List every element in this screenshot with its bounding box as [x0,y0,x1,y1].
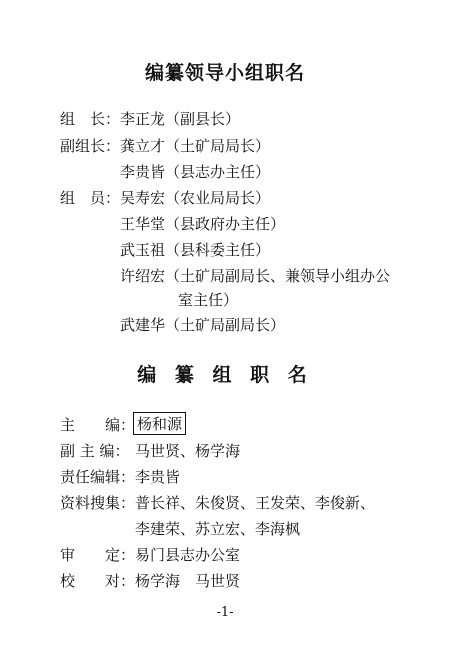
entry-value: 龚立才（土矿局局长） [120,137,271,155]
entry-value: 普长祥、朱俊贤、王发荣、李俊新、 [135,494,376,512]
entry-label: 组 长： [60,110,121,128]
entry-label: 副 主 编： [60,442,130,460]
entry-label: 主 编： [60,416,136,434]
entry-value: 李建荣、苏立宏、李海枫 [135,520,301,538]
entry-value: 武建华（土矿局副局长） [120,316,286,334]
entry-label: 资料搜集： [60,494,136,512]
entry-value: 李贵皆（县志办主任） [120,163,271,181]
entry-value: 杨学海 马世贤 [135,572,241,590]
entry-value: 许绍宏（土矿局副局长、兼领导小组办公 [120,267,391,285]
entry-label: 校 对： [60,572,136,590]
page-number: -1- [216,605,234,620]
editorial-group-title: 编 纂 组 职 名 [137,364,313,386]
entry-value: 武玉祖（县科委主任） [120,241,271,259]
entry-label: 责任编辑： [60,468,136,486]
entry-value-continuation: 室主任） [178,291,239,309]
entry-value: 易门县志办公室 [135,546,241,564]
entry-value: 吴寿宏（农业局局长） [120,189,271,207]
entry-label: 组 员： [60,189,121,207]
leadership-group-title: 编纂领导小组职名 [144,62,305,84]
entry-value: 李正龙（副县长） [120,110,241,128]
entry-value: 王华堂（县政府办主任） [120,215,286,233]
entry-value: 马世贤、杨学海 [135,442,241,460]
entry-value: 李贵皆 [135,468,181,486]
entry-label: 审 定： [60,546,136,564]
entry-value-boxed: 杨和源 [133,412,186,435]
entry-label: 副组长： [60,137,121,155]
